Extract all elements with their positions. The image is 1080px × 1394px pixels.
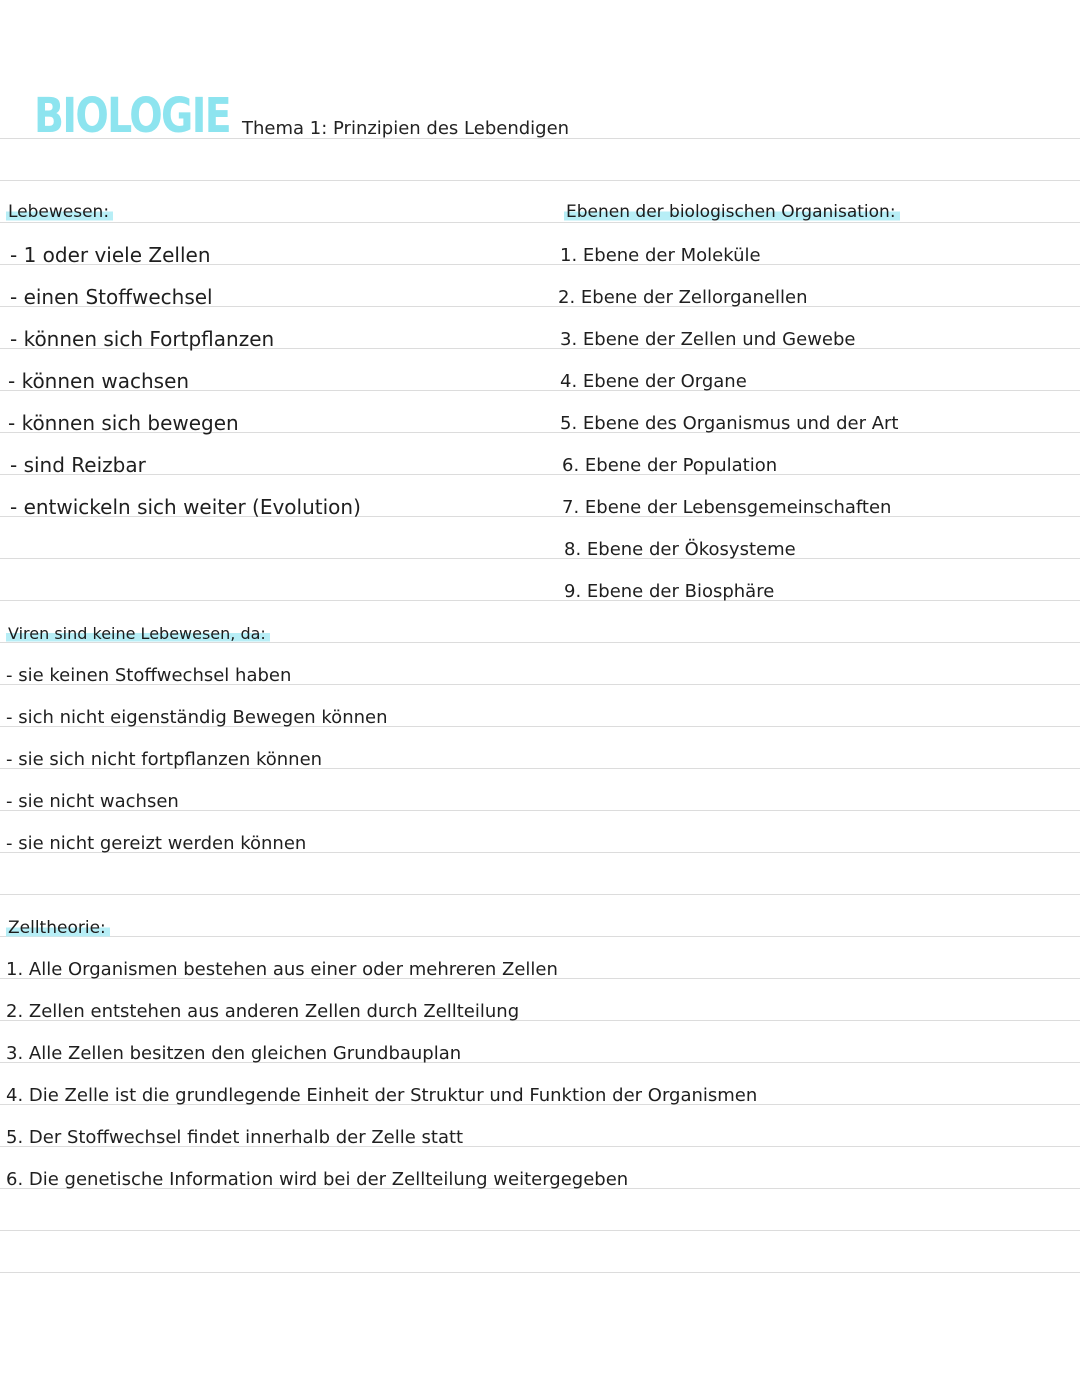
list-item: - entwickeln sich weiter (Evolution)	[10, 495, 361, 519]
list-item: 3. Ebene der Zellen und Gewebe	[560, 329, 856, 350]
list-item: 3. Alle Zellen besitzen den gleichen Grundbauplan	[6, 1043, 462, 1064]
list-item: 5. Ebene des Organismus und der Art	[560, 413, 899, 434]
list-item: - sie nicht gereizt werden können	[6, 833, 307, 854]
list-item: - können sich Fortpflanzen	[10, 327, 275, 351]
zelltheorie-heading: Zelltheorie:	[6, 918, 110, 938]
viren-heading: Viren sind keine Lebewesen, da:	[6, 624, 270, 643]
list-item: 2. Zellen entstehen aus anderen Zellen durch Zellteilung	[6, 1001, 520, 1022]
lebewesen-heading: Lebewesen:	[6, 202, 113, 222]
list-item: - können wachsen	[8, 369, 190, 393]
list-item: 4. Ebene der Organe	[560, 371, 747, 392]
list-item: 1. Alle Organismen bestehen aus einer oder mehreren Zellen	[6, 959, 558, 980]
list-item: 7. Ebene der Lebensgemeinschaften	[562, 497, 892, 518]
list-item: - 1 oder viele Zellen	[10, 243, 211, 267]
list-item: 5. Der Stoffwechsel findet innerhalb der Zelle statt	[6, 1127, 464, 1148]
list-item: 1. Ebene der Moleküle	[560, 245, 761, 266]
topic-subtitle: Thema 1: Prinzipien des Lebendigen	[242, 118, 570, 139]
list-item: - sind Reizbar	[10, 453, 146, 477]
list-item: 8. Ebene der Ökosysteme	[564, 539, 796, 560]
list-item: - sie keinen Stoffwechsel haben	[6, 665, 292, 686]
list-item: - sie sich nicht fortpflanzen können	[6, 749, 323, 770]
list-item: 6. Die genetische Information wird bei der Zellteilung weitergegeben	[6, 1169, 629, 1190]
list-item: 9. Ebene der Biosphäre	[564, 581, 775, 602]
list-item: - einen Stoffwechsel	[10, 285, 213, 309]
list-item: - sich nicht eigenständig Bewegen können	[6, 707, 388, 728]
list-item: 6. Ebene der Population	[562, 455, 778, 476]
list-item: 4. Die Zelle ist die grundlegende Einheit der Struktur und Funktion der Organismen	[6, 1085, 758, 1106]
list-item: - können sich bewegen	[8, 411, 239, 435]
page-title: BIOLOGIE	[34, 88, 230, 144]
list-item: 2. Ebene der Zellorganellen	[558, 287, 808, 308]
ebenen-heading: Ebenen der biologischen Organisation:	[564, 202, 900, 222]
list-item: - sie nicht wachsen	[6, 791, 179, 812]
